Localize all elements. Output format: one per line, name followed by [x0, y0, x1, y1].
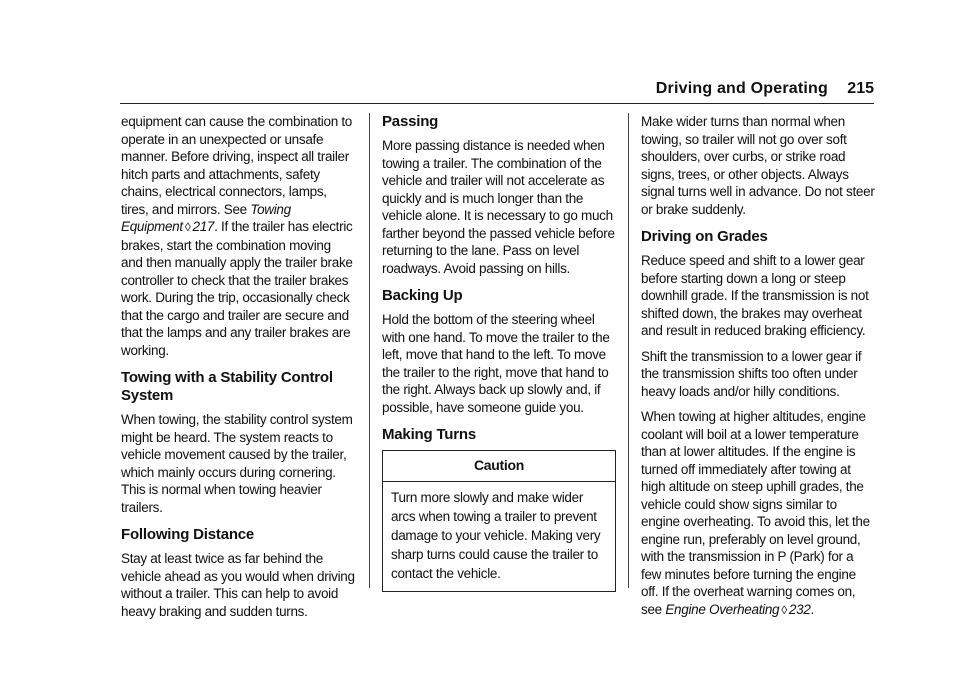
turns-paragraph: Make wider turns than normal when towing, so trailer will not go over soft shoulders, over curbs, or strike road signs, trees, or other objects. Always signal turns well in advance. Do not steer or brake suddenly.	[641, 114, 875, 217]
altitude-after-text: .	[810, 601, 814, 617]
caution-box	[382, 450, 616, 592]
heading-stability-control: Towing with a Stability Control System	[121, 369, 333, 404]
towing-equipment-page-ref[interactable]: 217	[192, 219, 215, 234]
intro-text: equipment can cause the combination to operate in an unexpected or unsafe manner. Before driving, inspect all trailer hitch parts and attachments, safety chains, electrical connectors, lamps, tires, and mirrors. See	[121, 114, 353, 217]
heading-backing-up: Backing Up	[382, 287, 463, 304]
intro-after-text: . If the trailer has electric brakes, start the combination moving and then manually apply the trailer brake controller to check that the trailer brakes work. During the trip, occasionally check that the cargo and trailer are secure and that the lamps and any trailer brakes are working.	[121, 219, 353, 358]
heading-making-turns: Making Turns	[382, 426, 476, 443]
altitude-text: When towing at higher altitudes, engine coolant will boil at a lower temperature than at lower altitudes. If the engine is turned off immediately after towing at high altitude on steep uphill grades, the vehicle could show signs similar to engine overheating. To avoid this, let the engine run, preferably on level ground, with the transmission in P (Park) for a few minutes before turning the engine off. If the overheat warning comes on, see	[641, 409, 870, 617]
heading-driving-on-grades: Driving on Grades	[641, 228, 768, 245]
caution-text: Turn more slowly and make wider arcs when towing a trailer to prevent damage to your vehicle. Making very sharp turns could cause the trailer to contact the vehicle.	[391, 489, 601, 581]
column-2	[382, 113, 616, 592]
following-paragraph: Stay at least twice as far behind the vehicle ahead as you would when driving without a trailer. This can help to avoid heavy braking and sudden turns.	[121, 551, 355, 619]
engine-overheating-page-ref[interactable]: 232	[788, 601, 811, 617]
column-divider-1	[369, 113, 370, 588]
altitude-paragraph	[641, 408, 875, 619]
caution-divider	[383, 481, 615, 482]
column-3	[641, 113, 875, 627]
grades-paragraph-1: Reduce speed and shift to a lower gear before starting down a long or steep downhill grade. If the transmission is not shifted down, the brakes may overheat and result in reduced braking efficiency.	[641, 253, 869, 338]
heading-following-distance: Following Distance	[121, 526, 255, 543]
stability-paragraph: When towing, the stability control system might be heard. The system reacts to vehicle movement caused by the trailer, which mainly occurs during cornering. This is normal when towing heavier trailers.	[121, 412, 353, 515]
header-divider	[120, 103, 874, 104]
passing-paragraph: More passing distance is needed when towing a trailer. The combination of the vehicle and trailer will not accelerate as quickly and is much longer than the vehicle alone. It is necessary to go much farther beyond the passed vehicle before returning to the lane. Pass on level roadways. Avoid passing on hills.	[382, 138, 615, 276]
page-number: 215	[847, 80, 874, 97]
intro-paragraph	[121, 113, 355, 359]
page-ref-icon: ◊	[184, 220, 191, 234]
heading-passing: Passing	[382, 113, 439, 130]
caution-title: Caution	[473, 457, 524, 473]
column-divider-2	[628, 113, 629, 588]
backing-paragraph: Hold the bottom of the steering wheel with one hand. To move the trailer to the left, move that hand to the left. To move the trailer to the right, move that hand to the right. Always back up slowly and, if possible, have someone guide you.	[382, 312, 610, 415]
section-title: Driving and Operating	[655, 80, 828, 97]
page-ref-icon: ◊	[781, 602, 787, 617]
engine-overheating-link[interactable]: Engine Overheating	[665, 601, 780, 617]
towing-equipment-link[interactable]: Towing Equipment	[121, 201, 291, 234]
column-1	[121, 113, 355, 628]
grades-paragraph-2: Shift the transmission to a lower gear if the transmission shifts too often under heavy loads and/or hilly conditions.	[641, 348, 862, 399]
